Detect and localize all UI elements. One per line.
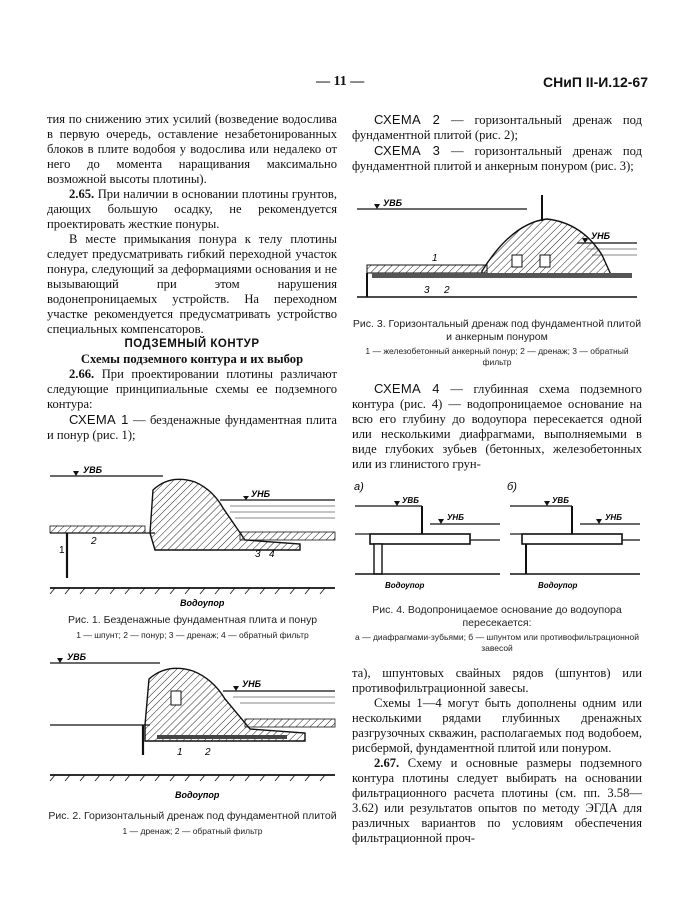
- downstream-level-label: УНБ: [591, 231, 610, 241]
- downstream-level-label: УНБ: [242, 679, 261, 689]
- scheme-label: СХЕМА 1: [69, 412, 129, 427]
- paragraph-text: Схему и основные размеры подземного контура плотины следует выбирать на основании фильтрационного расчета плотины (см. пп. 3.58—3.62) или результатов опытов по методу ЭГДА для различных вариантов по условиям обеспечения фильтрационной проч-: [352, 756, 642, 845]
- figure-4-legend: а — диафрагмами-зубьями; б — шпунтом или противофильтрационной завесой: [355, 632, 639, 653]
- paragraph-2-67: [352, 756, 642, 846]
- paragraph: Схемы 1—4 могут быть дополнены одним или несколькими рядами глубинных дренажных разгрузочных скважин, располагаемых под водобоем, рисбермой, фундаментной плитой или понуром.: [352, 696, 642, 755]
- right-column-text-bottom: [352, 666, 642, 846]
- clause-number: 2.65.: [69, 187, 95, 201]
- downstream-level-label: УНБ: [605, 513, 622, 522]
- paragraph: В месте примыкания понура к телу плотины следует предусматривать гибкий переходной участок понура, следующий за деформациями основания и не вызывающий при этом нарушения водонепроницаемых устройств. На переходном участке рекомендуется предусматривать устройство специальных компенсаторов.: [47, 232, 337, 336]
- scheme-text: — глубинная схема подземного контура (рис. 4) — водопроницаемое основание на всю его глубину до водоупора пересекается одной или несколькими диафрагмами, выполняемыми в виде глубоких зубьев (бетонных, железобетонных или из глинистого грун-: [352, 382, 642, 471]
- right-column-text-middle: [352, 381, 642, 472]
- callout-2: 2: [91, 536, 97, 547]
- gallery-opening: [512, 255, 522, 267]
- foundation-slab: [522, 534, 622, 544]
- downstream-level-label: УНБ: [447, 513, 464, 522]
- figure-2-legend: 1 — дренаж; 2 — обратный фильтр: [122, 826, 263, 836]
- figure-3-legend: 1 — железобетонный анкерный понур; 2 — дренаж; 3 — обратный фильтр: [365, 346, 629, 367]
- figure-4-caption: Рис. 4. Водопроницаемое основание до водоупора пересекается:: [372, 604, 622, 629]
- variant-b: [510, 496, 640, 590]
- figure-2-caption: Рис. 2. Горизонтальный дренаж под фундаментной плитой: [48, 810, 337, 822]
- paragraph-2-65: [47, 187, 337, 232]
- paragraph-2-66: [47, 367, 337, 412]
- gallery-opening: [171, 691, 181, 705]
- paragraph-text: При наличии в основании плотины грунтов, дающих большую осадку, не рекомендуется проектировать жесткие понуры.: [47, 187, 337, 231]
- water-level-marker-icon: [438, 519, 444, 524]
- callout-2: 2: [205, 747, 211, 758]
- water-level-marker-icon: [57, 658, 63, 663]
- figure-label-a: а): [354, 481, 364, 493]
- water-level-marker-icon: [374, 204, 380, 209]
- figure-4-diagram: [350, 478, 645, 596]
- right-column-text-top: [352, 112, 642, 174]
- gallery-opening: [540, 255, 550, 267]
- base-label: Водоупор: [175, 790, 220, 800]
- callout-4: 4: [269, 549, 275, 560]
- base-label: Водоупор: [180, 598, 225, 608]
- scheme-2: [352, 112, 642, 143]
- figure-2-diagram: [45, 645, 340, 805]
- scheme-label: СХЕМА 4: [374, 381, 440, 396]
- callout-1: 1: [177, 747, 183, 758]
- document-code: СНиП II-И.12-67: [543, 74, 648, 90]
- figure-3-caption: Рис. 3. Горизонтальный дренаж под фундаментной плитой и анкерным понуром: [352, 318, 642, 343]
- water-level-marker-icon: [233, 686, 239, 691]
- paragraph: тия по снижению этих усилий (возведение водослива в первую очередь, оставление незабетонированных блоков в плите водобоя у водослива или недалеко от него до момента наращивания максимально возможной высоты плотины).: [47, 112, 337, 186]
- scheme-text: — горизонтальный дренаж под фундаментной плитой и анкерным понуром (рис. 3);: [352, 144, 642, 173]
- dam-body: [482, 219, 612, 277]
- base-label: Водоупор: [385, 581, 425, 590]
- figure-label-b: б): [507, 481, 517, 493]
- upstream-level-label: УВБ: [83, 465, 102, 475]
- left-column-text: [47, 112, 337, 443]
- horizontal-drain: [372, 273, 632, 278]
- clause-number: 2.67.: [374, 756, 400, 770]
- diaphragm-tooth: [374, 544, 382, 574]
- section-title: ПОДЗЕМНЫЙ КОНТУР: [124, 338, 260, 350]
- callout-1: 1: [59, 545, 65, 556]
- scheme-label: СХЕМА 2: [374, 112, 441, 127]
- clause-number: 2.66.: [69, 367, 95, 381]
- foundation-slab: [370, 534, 470, 544]
- apron-slab: [50, 526, 145, 533]
- water-level-marker-icon: [544, 501, 550, 506]
- figure-1-caption: Рис. 1. Безденажные фундаментная плита и понур: [67, 614, 318, 626]
- callout-3: 3: [424, 285, 430, 296]
- callout-3: 3: [255, 549, 261, 560]
- water-level-marker-icon: [394, 501, 400, 506]
- variant-a: [355, 496, 500, 590]
- dam-body: [145, 668, 305, 741]
- upstream-level-label: УВБ: [67, 652, 86, 662]
- horizontal-drain: [157, 735, 287, 739]
- callout-2: 2: [444, 285, 450, 296]
- water-level-marker-icon: [596, 519, 602, 524]
- callout-1: 1: [432, 253, 438, 264]
- paragraph: та), шпунтовых свайных рядов (шпунтов) или противофильтрационной завесы.: [352, 666, 642, 695]
- scheme-text: — горизонтальный дренаж под фундаментной плитой (рис. 2);: [352, 113, 642, 142]
- water-level-marker-icon: [243, 496, 249, 500]
- paragraph-text: При проектировании плотины различают следующие принципиальные схемы ее подземного контура:: [47, 367, 337, 411]
- drainage-layer: [240, 532, 335, 540]
- anchored-apron: [367, 265, 487, 273]
- figure-1-diagram: [45, 460, 340, 610]
- figure-3-diagram: [352, 185, 642, 315]
- page-number: — 11 —: [316, 74, 365, 89]
- page-header: [0, 74, 700, 94]
- figure-1-legend: 1 — шпунт; 2 — понур; 3 — дренаж; 4 — обратный фильтр: [76, 630, 309, 640]
- scheme-1: [47, 412, 337, 443]
- section-subtitle: Схемы подземного контура и их выбор: [80, 352, 304, 366]
- base-label: Водоупор: [538, 581, 578, 590]
- upstream-level-label: УВБ: [383, 198, 402, 208]
- downstream-level-label: УНБ: [251, 489, 270, 499]
- scheme-label: СХЕМА 3: [374, 143, 441, 158]
- scheme-3: [352, 143, 642, 174]
- upstream-level-label: УВБ: [552, 496, 569, 505]
- water-level-marker-icon: [73, 471, 79, 476]
- apron-layer: [245, 719, 335, 727]
- scheme-4: [352, 381, 642, 472]
- upstream-level-label: УВБ: [402, 496, 419, 505]
- scheme-text: — безденажные фундаментная плита и понур (рис. 1);: [47, 413, 337, 442]
